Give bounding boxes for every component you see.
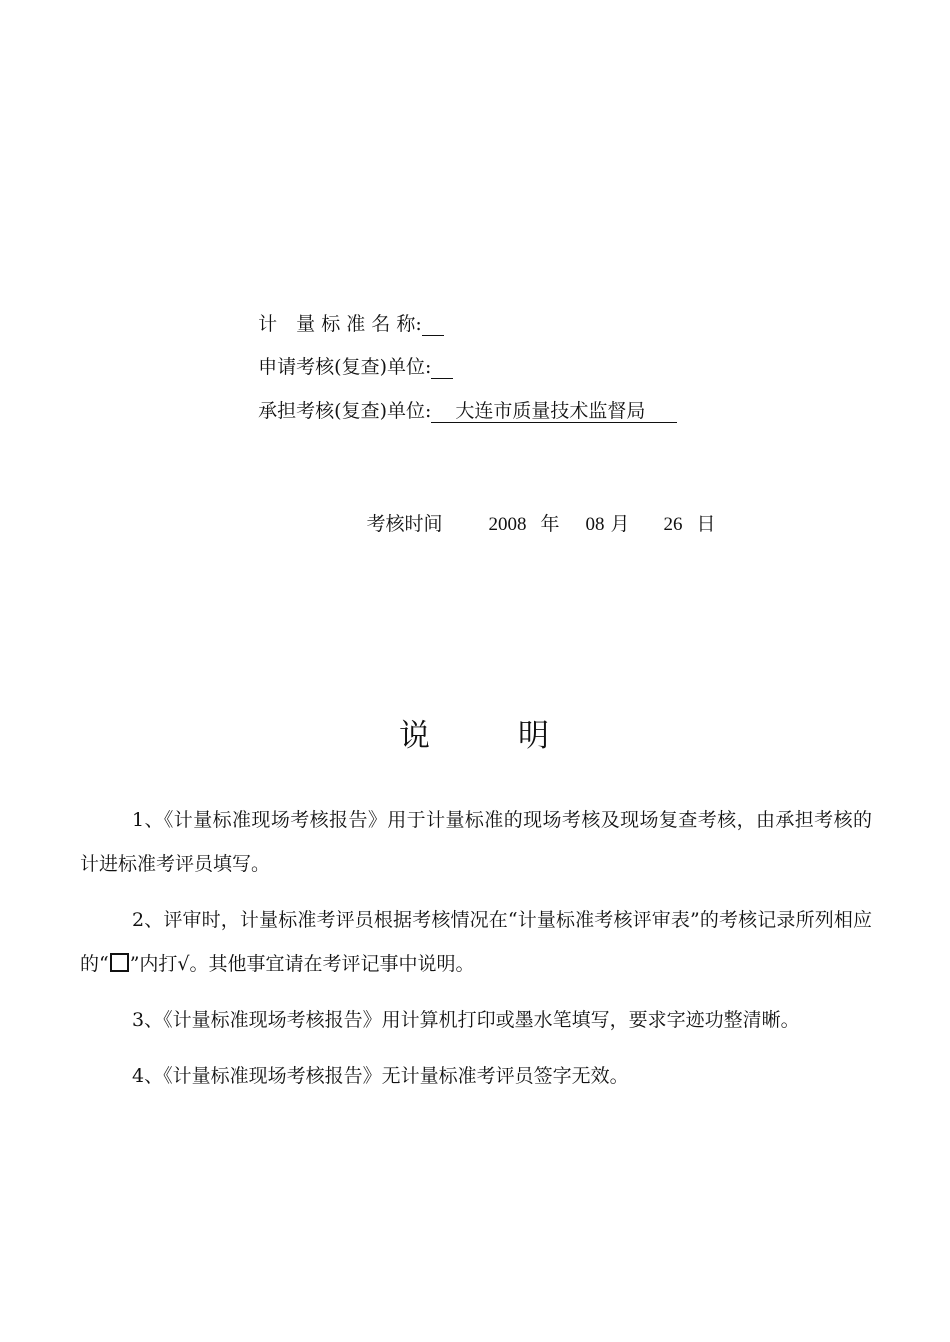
standard-name-label: 计 量 标 准 名 称:: [258, 313, 422, 335]
assessor-field: [234, 375, 677, 447]
instruction-item-3: 3、《计量标准现场考核报告》用计算机打印或墨水笔填写，要求字迹功整清晰。: [132, 1009, 800, 1031]
instruction-item-2: [80, 898, 872, 986]
title-left: 说: [399, 718, 432, 754]
instructions-list: [80, 798, 872, 1110]
exam-month-unit: 月: [610, 514, 630, 535]
assessor-label: 承担考核(复查)单位:: [258, 400, 432, 422]
exam-day-unit: 日: [696, 514, 716, 535]
title-right: 明: [518, 718, 551, 754]
checkbox-icon: [110, 953, 129, 972]
applicant-label: 申请考核(复查)单位:: [258, 356, 432, 378]
instructions-title: [0, 710, 950, 755]
exam-year-unit: 年: [540, 514, 560, 535]
instruction-item-1: 1、《计量标准现场考核报告》用于计量标准的现场考核及现场复查考核，由承担考核的计进标准考评员填写。: [80, 809, 872, 875]
exam-day: 26: [663, 514, 683, 535]
instruction-item-2-before: 2、评审时，计量标准考评员根据考核情况在“计量标准考核评审表”的考核记录所列相应的“: [80, 909, 872, 975]
exam-date-label: 考核时间: [366, 514, 443, 535]
instruction-item-2-after: ”内打√。其他事宜请在考评记事中说明。: [129, 953, 475, 975]
exam-date: [357, 487, 716, 536]
instruction-item-4: 4、《计量标准现场考核报告》无计量标准考评员签字无效。: [132, 1065, 629, 1087]
assessor-value[interactable]: 大连市质量技术监督局: [431, 400, 677, 423]
exam-month: 08: [585, 514, 605, 535]
exam-year: 2008: [488, 514, 527, 535]
